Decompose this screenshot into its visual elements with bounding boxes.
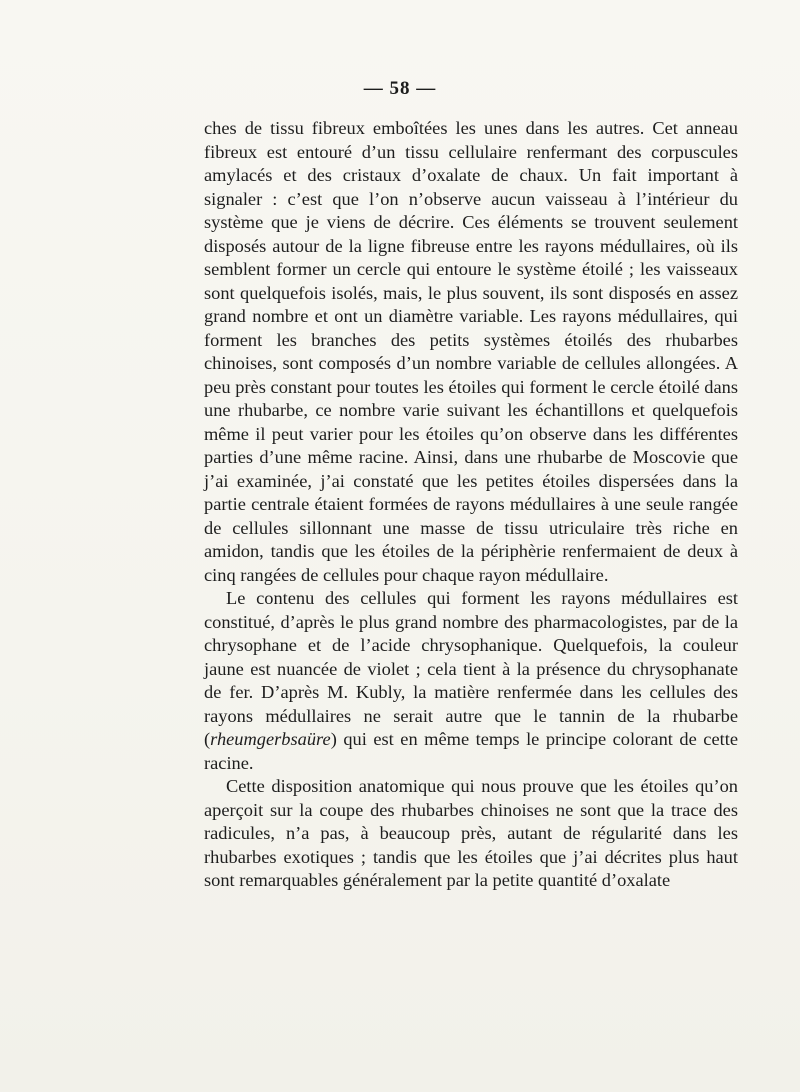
paragraph-2-italic-term: rheumgerbsaüre [210,729,331,749]
paragraph-2-text-before: Le contenu des cellules qui forment les rayons médullaires est constitué, d’après le plus grand nombre des pharmacologistes, par de la chrysophane et de l’acide chrysophanique. Quelquefois, la couleur jaune est nuancée de violet ; cela tient à la présence du chrysophanate de fer. D’après M. Kubly, la matière renfermée dans les cellules des rayons médullaires ne serait autre que le tannin de la rhubarbe ( [204,588,738,749]
body-text [204,117,738,893]
paragraph-2 [204,587,738,775]
paragraph-3: Cette disposition anatomique qui nous prouve que les étoiles qu’on aperçoit sur la coupe des rhubarbes chinoises ne sont que la trace des radicules, n’a pas, à beaucoup près, autant de régularité dans les rhubarbes exotiques ; tandis que les étoiles que j’ai décrites plus haut sont remarquables généralement par la petite quantité d’oxalate [204,776,738,890]
paragraph-1: ches de tissu fibreux emboîtées les unes dans les autres. Cet anneau fibreux est entouré d’un tissu cellulaire renfermant des corpuscules amylacés et des cristaux d’oxalate de chaux. Un fait important à signaler : c’est que l’on n’observe aucun vaisseau à l’intérieur du système que je viens de décrire. Ces éléments se trouvent seulement disposés autour de la ligne fibreuse entre les rayons médullaires, où ils semblent former un cercle qui entoure le système étoilé ; les vaisseaux sont quelquefois isolés, mais, le plus souvent, ils sont disposés en assez grand nombre et ont un diamètre variable. Les rayons médullaires, qui forment les branches des petits systèmes étoilés des rhubarbes chinoises, sont composés d’un nombre variable de cellules allongées. A peu près constant pour toutes les étoiles qui forment le cercle étoilé dans une rhubarbe, ce nombre varie suivant les échantillons et quelquefois même il peut varier pour les étoiles qu’on observe dans les différentes parties d’une même racine. Ainsi, dans une rhubarbe de Moscovie que j’ai examinée, j’ai constaté que les petites étoiles dispersées dans la partie centrale étaient formées de rayons médullaires à une seule rangée de cellules sillonnant une masse de tissu utriculaire très riche en amidon, tandis que les étoiles de la périphèrie renfermaient de deux à cinq rangées de cellules pour chaque rayon médullaire. [204,118,738,585]
page-number: — 58 — [363,78,437,99]
paragraph-2-text-after: ) qui est en même temps le principe colorant de cette racine. [204,729,738,773]
